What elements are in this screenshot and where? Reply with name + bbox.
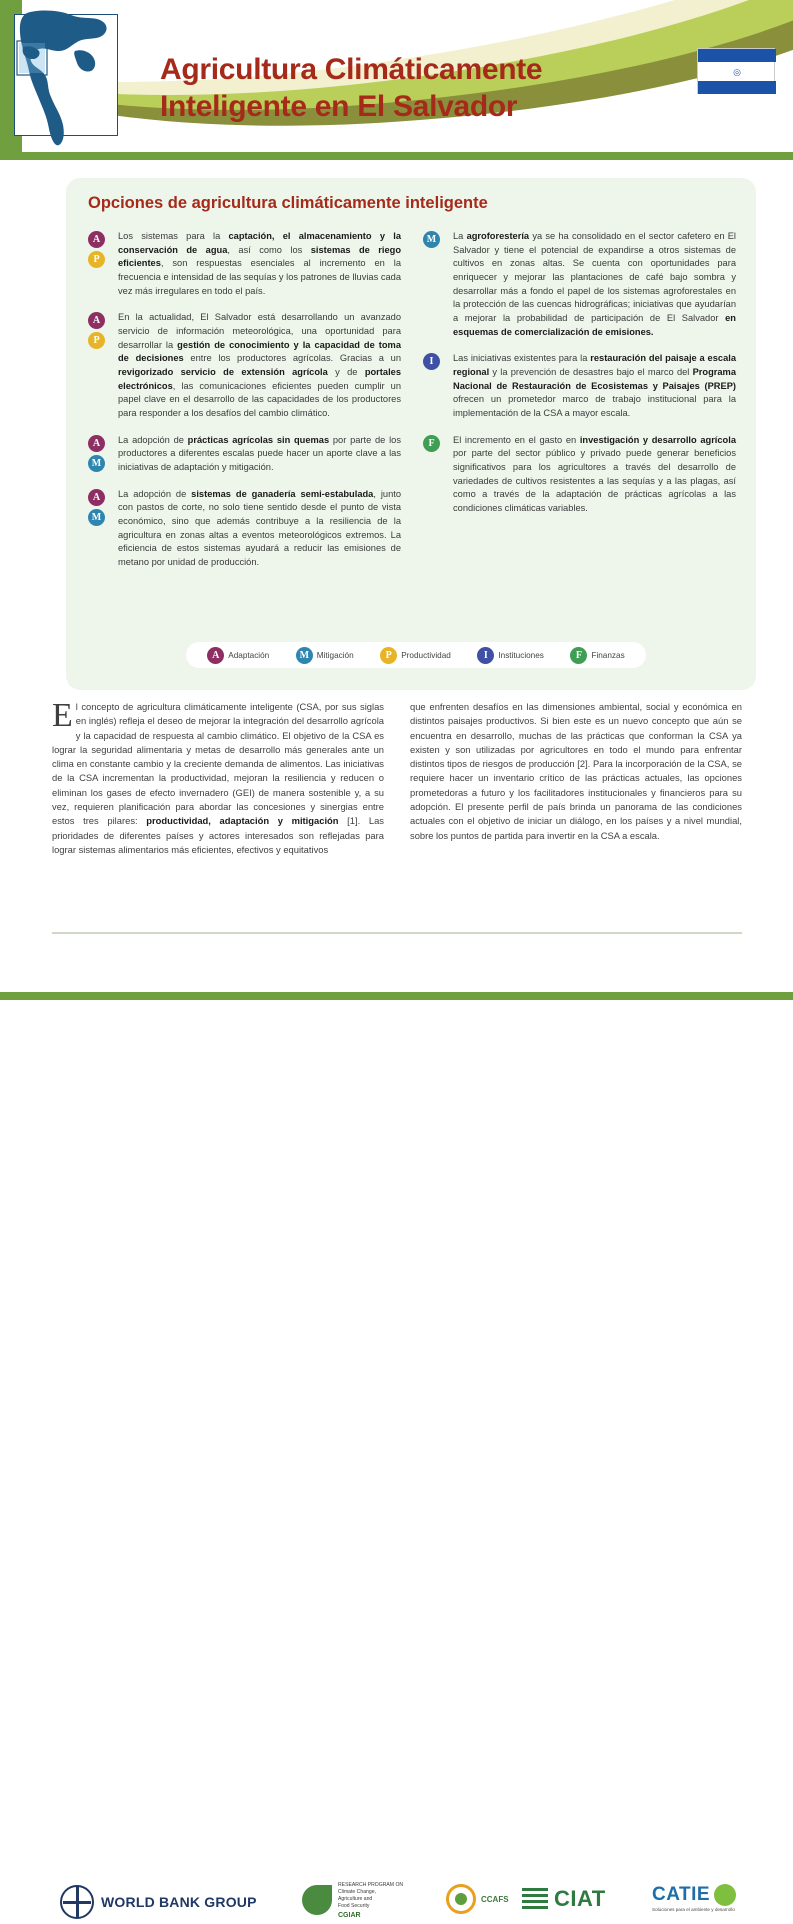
pillar-tag-i-icon: I: [423, 353, 440, 370]
bullet-tags: [423, 352, 453, 420]
csa-options-panel: [66, 178, 756, 690]
page-title-line1: Agricultura Climáticamente: [160, 53, 543, 86]
world-bank-group-label: WORLD BANK GROUP: [101, 1894, 257, 1910]
legend-item: [570, 647, 624, 664]
panel-columns: [88, 230, 736, 630]
ciat-label: CIAT: [554, 1886, 606, 1911]
intro-text-2: que enfrenten desafíos en las dimensiones ambiental, social y económica en distintos paisajes productivos. Si bien este es un nuevo concepto que aún se encuentra en desarrollo, muchas de las prácticas que conforman la CSA ya existen y son utilizadas por agricultores en todo el mundo para enfrentar distintos tipos de riesgos de producción [2]. Para la incorporación de la CSA, se requiere hacer un inventario crítico de las prácticas actuales, las opciones prometedoras a futuro y los facilitadores institucionales y financieros para su adopción. El presente perfil de país brinda un panorama de las condiciones actuales con el objetivo de iniciar un diálogo, en los países y a nivel mundial, sobre los puntos de partida para invertir en la CSA a escala.: [410, 701, 742, 841]
globe-icon: [60, 1885, 94, 1919]
panel-left-column: [88, 230, 401, 630]
legend-tag-f-icon: F: [570, 647, 587, 664]
legend-label: Mitigación: [316, 650, 354, 660]
bullet-item: [88, 434, 401, 475]
intro-column-1: [52, 697, 384, 925]
pillar-tag-a-icon: A: [88, 231, 105, 248]
intro-column-2: [410, 700, 742, 925]
ccafs-logo: [446, 1884, 509, 1914]
legend-tag-i-icon: I: [477, 647, 494, 664]
latin-america-map-icon: [14, 14, 118, 136]
legend-item: [380, 647, 451, 664]
flag-stripe-bottom: [698, 81, 776, 94]
pillar-tag-m-icon: M: [88, 455, 105, 472]
bullet-text: Los sistemas para la captación, el almacenamiento y la conservación de agua, así como los sistemas de riego eficientes, son respuestas esenciales al incremento en la frecuencia e intensidad de las sequías y los patrones de lluvias cada vez más irregulares en todo el país.: [118, 231, 402, 296]
ciat-bars-icon: [522, 1886, 548, 1912]
panel-title: Opciones de agricultura climáticamente inteligente: [88, 194, 488, 212]
bullet-item: [88, 230, 401, 298]
flag-stripe-top: [698, 49, 776, 62]
cgiar-program-line1: RESEARCH PROGRAM ON: [338, 1882, 404, 1888]
bullet-tags: [88, 434, 118, 475]
pillar-tag-m-icon: M: [423, 231, 440, 248]
catie-label: CATIE: [652, 1884, 711, 1905]
catie-logo: [652, 1884, 736, 1912]
pillar-tag-f-icon: F: [423, 435, 440, 452]
cgiar-label: CGIAR: [338, 1911, 361, 1919]
bullet-item: [423, 434, 736, 516]
legend-label: Finanzas: [591, 650, 625, 660]
intro-body: [52, 697, 742, 925]
catie-tagline: Soluciones para el ambiente y desarrollo: [652, 1907, 735, 1912]
footer-divider: [52, 932, 742, 934]
flag-emblem: ◎: [733, 67, 741, 77]
panel-right-column: [423, 230, 736, 630]
bullet-tags: [88, 311, 118, 420]
footer-logos: [52, 1880, 742, 1924]
legend-label: Adaptación: [228, 650, 270, 660]
bullet-text: La agroforestería ya se ha consolidado en el sector cafetero en El Salvador y tiene el potencial de expandirse a otros sistemas de cultivos en zonas altas. Se cuenta con oportunidades para enriquecer y mejorar las plantaciones de café bajo sombra y desarrollar más a fondo el papel de los sistemas agroforestales en la protección de las cuencas hidrográficas; iniciativas que ayudarían a mejorar la probabilidad de participación de El Salvador en esquemas de comercialización de emisiones.: [453, 231, 736, 337]
bullet-item: [423, 352, 736, 420]
bullet-tags: [88, 488, 118, 570]
legend-tag-a-icon: A: [207, 647, 224, 664]
cgiar-ccafs-logo: [302, 1882, 403, 1919]
pillar-tag-a-icon: A: [88, 435, 105, 452]
ccafs-label: CCAFS: [481, 1894, 509, 1904]
bullet-tags: [423, 230, 453, 339]
cgiar-program-line3: Agriculture and: [338, 1895, 373, 1902]
catie-swirl-icon: [714, 1884, 736, 1906]
page-header: [0, 0, 793, 160]
pillar-tag-p-icon: P: [88, 251, 105, 268]
pillar-tag-p-icon: P: [88, 332, 105, 349]
drop-cap: E: [52, 697, 73, 734]
bullet-text: Las iniciativas existentes para la restauración del paisaje a escala regional y la prevención de desastres bajo el marco del Programa Nacional de Restauración de Ecosistemas y Paisajes (PREP) ofrecen un prometedor marco de trabajo institucional para la implementación de la CSA a mayor escala.: [453, 353, 736, 418]
ccafs-ring-icon: [446, 1884, 476, 1914]
pillar-tag-a-icon: A: [88, 489, 105, 506]
bullet-text: En la actualidad, El Salvador está desarrollando un avanzado servicio de información meteorológica, una oportunidad para desarrollar la gestión de conocimiento y la capacidad de toma de decisiones entre los productores agrícolas. Gracias a un revigorizado servicio de extensión agrícola y de portales electrónicos, las comunicaciones eficientes pueden cumplir un papel clave en el desarrollo de las capacidades de los productores para responder a los desafíos del cambio climático.: [118, 312, 401, 418]
legend: [186, 642, 646, 668]
footer-green-bar: [0, 992, 793, 1000]
legend-item: [296, 647, 354, 664]
legend-tag-m-icon: M: [296, 647, 313, 664]
world-bank-group-logo: [60, 1885, 257, 1919]
el-salvador-flag-icon: [697, 48, 775, 94]
leaf-icon: [302, 1885, 332, 1915]
pillar-tag-a-icon: A: [88, 312, 105, 329]
ciat-logo: [522, 1886, 606, 1912]
legend-item: [477, 647, 544, 664]
bullet-tags: [88, 230, 118, 298]
pillar-tag-m-icon: M: [88, 509, 105, 526]
header-bottom-green-bar: [0, 152, 793, 160]
bullet-item: [88, 488, 401, 570]
bullet-text: El incremento en el gasto en investigación y desarrollo agrícola por parte del sector público y privado puede generar beneficios significativos para los agricultores a través del desarrollo de variedades de cultivos resistentes a las sequías y a las plagas, así como a través de la adaptación de prácticas agrícolas a las condiciones climáticas variables.: [453, 434, 736, 513]
page-title-line2: Inteligente en El Salvador: [160, 89, 518, 123]
page-title: [160, 52, 680, 125]
bullet-tags: [423, 434, 453, 516]
legend-label: Instituciones: [498, 650, 544, 660]
intro-text-1: l concepto de agricultura climáticamente inteligente (CSA, por sus siglas en inglés) refleja el deseo de mejorar la integración del desarrollo agrícola y la capacidad de respuesta al cambio climático. El objetivo de la CSA es lograr la seguridad alimentaria y metas de desarrollo más generales ante un clima en constante cambio y la creciente demanda de alimentos. Las iniciativas de la CSA incrementan la productividad, mejoran la resiliencia y reducen o eliminan los gases de efecto invernadero (GEI) de manera sostenible y, a su vez, requieren planificación para abordar las concesiones y sinergias entre estos tres pilares: productividad, adaptación y mitigación [1]. Las prioridades de diferentes países y actores interesados son reflejadas para lograr sistemas alimentarios más eficientes, efectivos y equitativos: [52, 701, 384, 855]
legend-item: [207, 647, 269, 664]
bullet-text: La adopción de prácticas agrícolas sin quemas por parte de los productores a diferentes escalas puede hacer un aporte clave a las iniciativas de adaptación y mitigación.: [118, 434, 401, 472]
bullet-text: La adopción de sistemas de ganadería semi-estabulada, junto con pastos de corte, no solo tiene sentido desde el punto de vista económico, sino que además contribuye a la resiliencia de la agricultura en zonas altas a eventos meteorológicos extremos. La eficiencia de estos sistemas ayudará a reducir las emisiones de metano por unidad de producción.: [118, 488, 402, 567]
bullet-item: [423, 230, 736, 339]
legend-tag-p-icon: P: [380, 647, 397, 664]
bullet-item: [88, 311, 401, 420]
legend-label: Productividad: [401, 650, 451, 660]
page-footer: [0, 936, 793, 1919]
cgiar-program-line4: Food Security: [338, 1902, 370, 1909]
cgiar-program-line2: Climate Change,: [338, 1888, 376, 1895]
